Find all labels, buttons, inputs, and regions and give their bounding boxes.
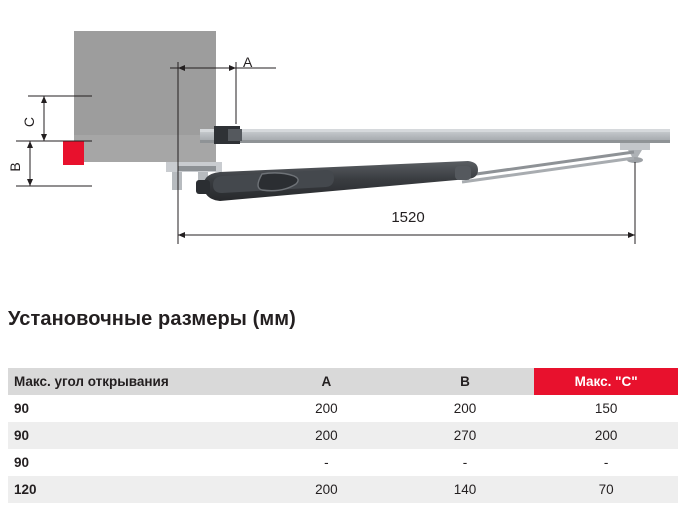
- table-row: [8, 422, 678, 449]
- cell-b: 270: [396, 422, 535, 449]
- header-max-opening-angle: Макс. угол открывания: [8, 368, 257, 395]
- table-body: [8, 395, 678, 503]
- actuator-arm: [196, 161, 478, 201]
- rail-bracket: [214, 126, 242, 144]
- page-title: Установочные размеры (мм): [8, 308, 296, 330]
- cell-c: 150: [534, 395, 678, 422]
- cell-c: 200: [534, 422, 678, 449]
- cell-c: 70: [534, 476, 678, 503]
- table-header: [8, 368, 678, 395]
- header-max-c: Макс. "C": [534, 368, 678, 395]
- gate-rail: [200, 129, 670, 143]
- dimension-length-label: 1520: [391, 209, 425, 226]
- cell-angle: 90: [8, 422, 257, 449]
- cell-angle: 90: [8, 449, 257, 476]
- accent-block: [63, 141, 84, 165]
- push-rods: [462, 152, 634, 182]
- cell-b: 200: [396, 395, 535, 422]
- installation-dimensions-table: [8, 368, 678, 503]
- table-row: [8, 449, 678, 476]
- header-b: B: [396, 368, 535, 395]
- pillar-block: [74, 31, 216, 162]
- cell-a: 200: [257, 422, 396, 449]
- table-row: [8, 476, 678, 503]
- cell-a: 200: [257, 476, 396, 503]
- cell-c: -: [534, 449, 678, 476]
- cell-b: -: [396, 449, 535, 476]
- dimension-b-label: B: [7, 162, 23, 172]
- cell-a: -: [257, 449, 396, 476]
- dimension-a-label: A: [243, 54, 253, 70]
- cell-angle: 90: [8, 395, 257, 422]
- cell-angle: 120: [8, 476, 257, 503]
- cell-a: 200: [257, 395, 396, 422]
- table-row: [8, 395, 678, 422]
- table-header-row: [8, 368, 678, 395]
- header-a: A: [257, 368, 396, 395]
- cell-b: 140: [396, 476, 535, 503]
- dimension-c-label: C: [21, 116, 37, 128]
